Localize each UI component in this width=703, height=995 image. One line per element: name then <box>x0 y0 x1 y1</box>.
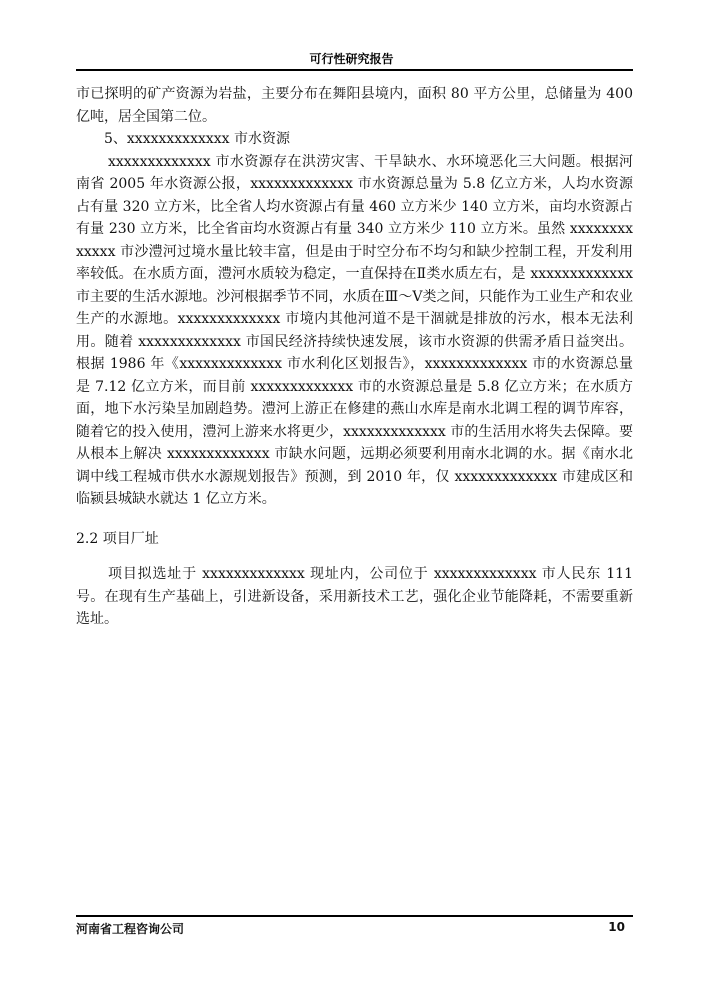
paragraph-mineral-resources: 市已探明的矿产资源为岩盐，主要分布在舞阳县境内，面积 80 平方公里，总储量为 400 亿吨，居全国第二位。 <box>76 86 633 125</box>
paragraph-project-site: 项目拟选址于 xxxxxxxxxxxxx 现址内，公司位于 xxxxxxxxxxxxx 市人民东 111 号。在现有生产基础上，引进新设备，采用新技术工艺，强化企业节能降耗，不需要重新选址。 <box>76 566 633 627</box>
footer-company: 河南省工程咨询公司 <box>76 922 185 936</box>
item-5-heading: 5、xxxxxxxxxxxxx 市水资源 <box>104 131 290 147</box>
header-title: 可行性研究报告 <box>309 52 394 66</box>
header-divider <box>76 69 633 71</box>
page-number: 10 <box>608 920 625 934</box>
document-body <box>76 83 633 631</box>
section-2-2-heading: 2.2 项目厂址 <box>76 530 159 547</box>
footer-divider <box>76 915 633 917</box>
paragraph-water-resources: xxxxxxxxxxxxx 市水资源存在洪涝灾害、干旱缺水、水环境恶化三大问题。根据河南省 2005 年水资源公报，xxxxxxxxxxxxx 市水资源总量为 5.8 亿立方米，人均水资源占有量 320 立方米，比全省人均水资源占有量 460 立方米少 140 立方米，亩均水资源占有量 230 立方米，比全省亩均水资源占有量 340 立方米少 110 立方米。虽然 xxxxxxxxxxxxx 市沙澧河过境水量比较丰富，但是由于时空分布不均匀和缺少控制工程，开发利用率较低。在水质方面，澧河水质较为稳定，一直保持在Ⅱ类水质左右，是 xxxxxxxxxxxxx 市主要的生活水源地。沙河根据季节不同，水质在Ⅲ～Ⅴ类之间，只能作为工业生产和农业生产的水源地。xxxxxxxxxxxxx 市境内其他河道不是干涸就是排放的污水，根本无法利用。随着 xxxxxxxxxxxxx 市国民经济持续快速发展，该市水资源的供需矛盾日益突出。根据 1986 年《xxxxxxxxxxxxx 市水利化区划报告》，xxxxxxxxxxxxx 市的水资源总量是 7.12 亿立方米，而目前 xxxxxxxxxxxxx 市的水资源总量是 5.8 亿立方米；在水质方面，地下水污染呈加剧趋势。澧河上游正在修建的燕山水库是南水北调工程的调节库容，随着它的投入使用，澧河上游来水将更少，xxxxxxxxxxxxx 市的生活用水将失去保障。要从根本上解决 xxxxxxxxxxxxx 市缺水问题，远期必须要利用南水北调的水。据《南水北调中线工程城市供水水源规划报告》预测，到 2010 年，仅 xxxxxxxxxxxxx 市建成区和临颍县城缺水就达 1 亿立方米。 <box>76 153 633 507</box>
